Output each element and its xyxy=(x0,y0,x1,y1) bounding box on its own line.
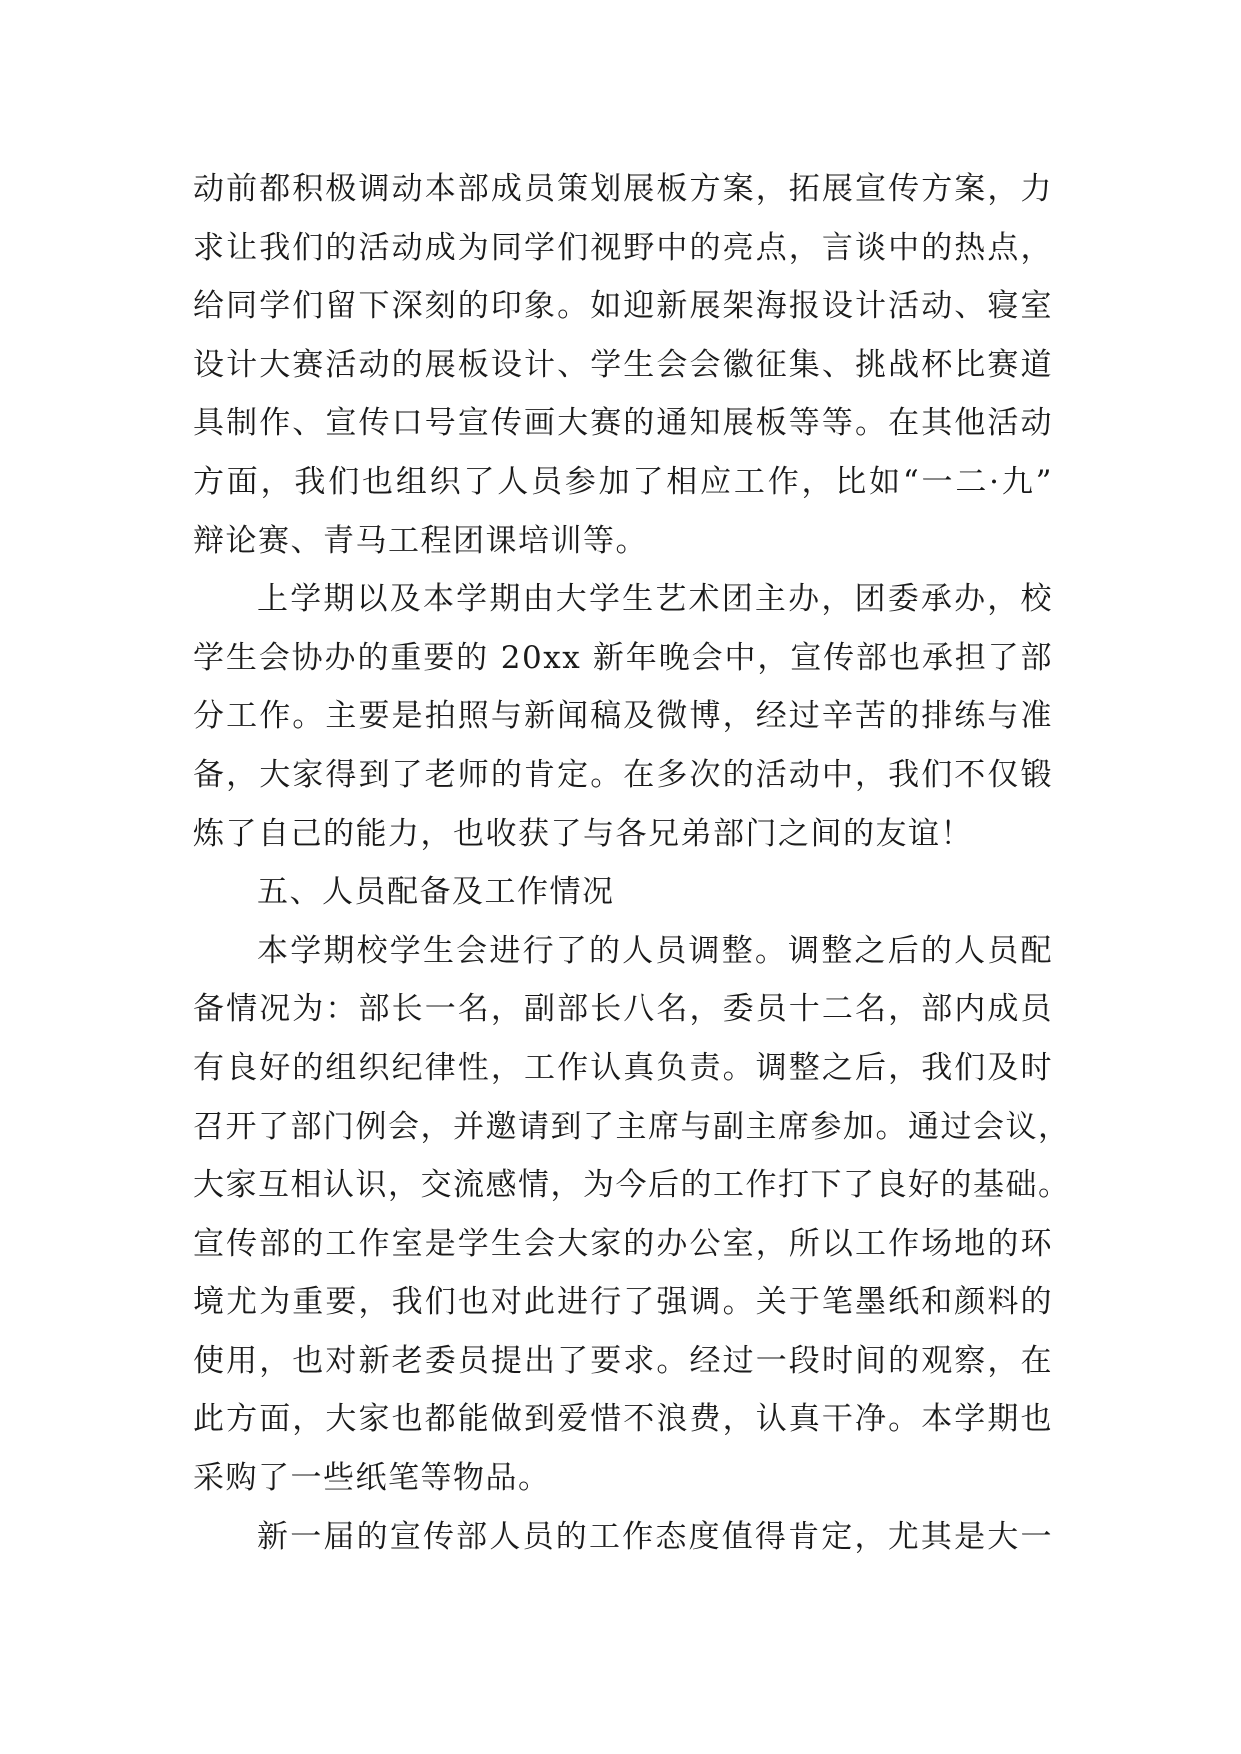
text-line: 境尤为重要，我们也对此进行了强调。关于笔墨纸和颜料的 xyxy=(193,1284,1053,1321)
text-line: 动前都积极调动本部成员策划展板方案，拓展宣传方案，力 xyxy=(193,171,1053,207)
document-body xyxy=(193,160,1071,1566)
text-line: 召开了部门例会，并邀请到了主席与副主席参加。通过会议， xyxy=(193,1108,1071,1145)
text-line: 此方面，大家也都能做到爱惜不浪费，认真干净。本学期也 xyxy=(193,1401,1053,1438)
text-line: 备，大家得到了老师的肯定。在多次的活动中，我们不仅锻 xyxy=(193,756,1053,793)
text-line: 宣传部的工作室是学生会大家的办公室，所以工作场地的环 xyxy=(193,1225,1053,1262)
text-line: 方面，我们也组织了人员参加了相应工作，比如“一二·九” xyxy=(193,463,1053,500)
text-line: 设计大赛活动的展板设计、学生会会徽征集、挑战杯比赛道 xyxy=(193,346,1053,383)
text-line: 使用，也对新老委员提出了要求。经过一段时间的观察，在 xyxy=(193,1342,1053,1379)
text-line: 采购了一些纸笔等物品。 xyxy=(193,1460,551,1497)
text-line: 上学期以及本学期由大学生艺术团主办，团委承办，校 xyxy=(257,581,1053,618)
text-line: 备情况为：部长一名，副部长八名，委员十二名，部内成员 xyxy=(193,991,1053,1028)
text-line: 具制作、宣传口号宣传画大赛的通知展板等等。在其他活动 xyxy=(193,405,1053,442)
text-line: 求让我们的活动成为同学们视野中的亮点，言谈中的热点， xyxy=(193,229,1053,266)
section-heading: 五、人员配备及工作情况 xyxy=(257,874,615,911)
text-line: 学生会协办的重要的 20xx 新年晚会中，宣传部也承担了部 xyxy=(193,639,1053,676)
text-line: 大家互相认识，交流感情，为今后的工作打下了良好的基础。 xyxy=(193,1167,1071,1204)
text-line: 分工作。主要是拍照与新闻稿及微博，经过辛苦的排练与准 xyxy=(193,698,1053,735)
text-line: 炼了自己的能力，也收获了与各兄弟部门之间的友谊！ xyxy=(193,815,973,852)
text-line: 辩论赛、青马工程团课培训等。 xyxy=(193,522,648,559)
text-line: 新一届的宣传部人员的工作态度值得肯定，尤其是大一 xyxy=(257,1518,1053,1555)
text-line: 有良好的组织纪律性，工作认真负责。调整之后，我们及时 xyxy=(193,1049,1053,1086)
text-line: 本学期校学生会进行了的人员调整。调整之后的人员配 xyxy=(257,932,1053,969)
text-line: 给同学们留下深刻的印象。如迎新展架海报设计活动、寝室 xyxy=(193,288,1053,325)
